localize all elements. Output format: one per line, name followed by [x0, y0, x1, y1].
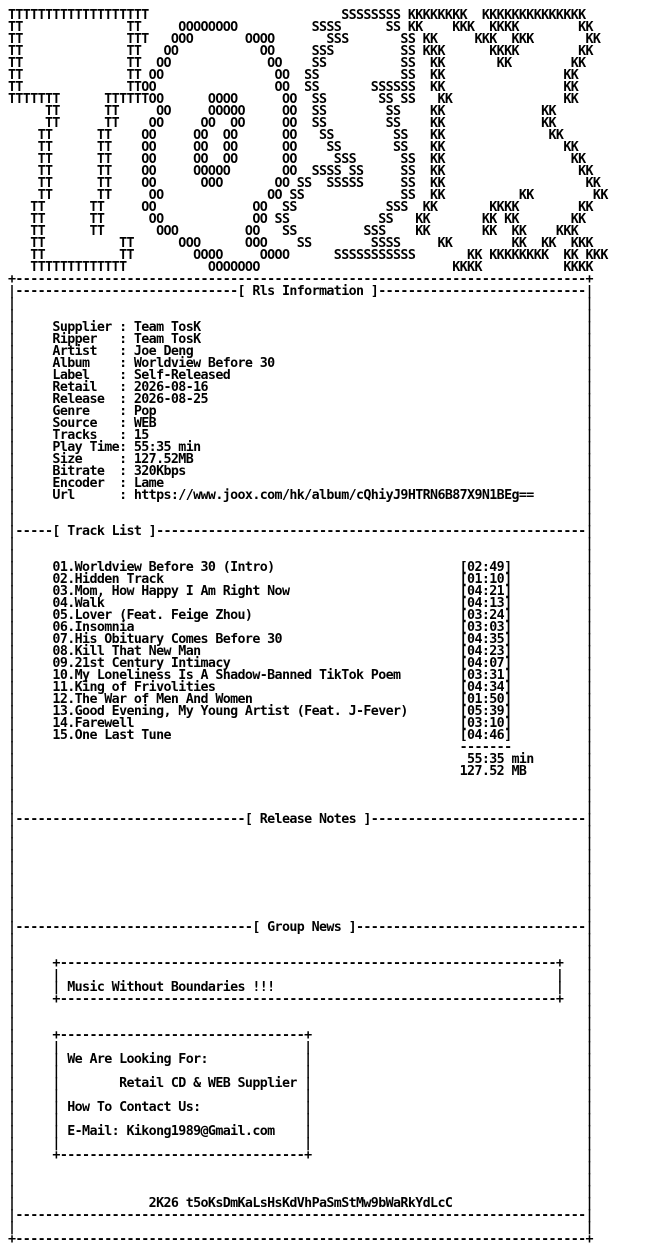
recruit-box-bottom: | +---------------------------------+ |	[8, 1148, 593, 1163]
info-row-label: | Label : Self-Released |	[8, 368, 593, 383]
section-header-rls-information: |------------------------------[ Rls Information ]----------------------------|	[8, 284, 593, 299]
track-row: | 12.The War of Men And Women [01:50] |	[8, 692, 593, 707]
logo-row: TT TTOO OO SS SSSSSS KK KK	[8, 80, 579, 95]
info-row-url: | Url : https://www.joox.com/hk/album/cQhiyJ9HTRN6B87X9N1BEg== |	[8, 488, 593, 503]
recruit-looking-value: | | Retail CD & WEB Supplier | |	[8, 1076, 593, 1091]
track-row: | 02.Hidden Track [01:10] |	[8, 572, 593, 587]
info-row-ripper: | Ripper : Team TosK |	[8, 332, 593, 347]
logo-row: TT TT OO OO SS SS KK KK KK KK	[8, 212, 586, 227]
track-row: | 10.My Loneliness Is A Shadow-Banned TikTok Poem [03:31] |	[8, 668, 593, 683]
recruit-box-line: | | | |	[8, 1064, 593, 1079]
recruit-box-line: | | | |	[8, 1088, 593, 1103]
logo-row: TT TT OO OOO OO SS SSSSS SS KK KK	[8, 176, 601, 191]
blank-line: | |	[8, 1016, 593, 1031]
track-row: | 05.Lover (Feat. Feige Zhou) [03:24] |	[8, 608, 593, 623]
totals-rule: | ------- |	[8, 740, 593, 755]
info-row-source: | Source : WEB |	[8, 416, 593, 431]
logo-row: TTTTTTTTTTTTTTTTTTT SSSSSSSS KKKKKKKK KKKKKKKKKKKKKK	[8, 8, 586, 23]
blank-line: | |	[8, 908, 593, 923]
track-row: | 04.Walk [04:13] |	[8, 596, 593, 611]
logo-row: TT TT OO OO OO OO SS SS KK KK	[8, 116, 556, 131]
section-header-group-news: |--------------------------------[ Group News ]-------------------------------|	[8, 920, 593, 935]
recruit-looking-label: | | We Are Looking For: | |	[8, 1052, 593, 1067]
info-row-tracks: | Tracks : 15 |	[8, 428, 593, 443]
recruit-contact-label: | | How To Contact Us: | |	[8, 1100, 593, 1115]
info-row-release: | Release : 2026-08-25 |	[8, 392, 593, 407]
info-row-album: | Album : Worldview Before 30 |	[8, 356, 593, 371]
info-row-supplier: | Supplier : Team TosK |	[8, 320, 593, 335]
section-header-release-notes: |-------------------------------[ Release Notes ]-----------------------------|	[8, 812, 593, 827]
nfo-text	[8, 10, 608, 1246]
motto-box-text: | | Music Without Boundaries !!! | |	[8, 980, 593, 995]
logo-row: TTTTTTTTTTTTT OOOOOOO KKKK KKKK	[8, 260, 593, 275]
logo-row: TT TT OO OOOOO OO SSSS SS SS KK KK	[8, 164, 593, 179]
info-row-encoder: | Encoder : Lame |	[8, 476, 593, 491]
logo-row: TT TT OO OO SS SS KK KK	[8, 68, 579, 83]
blank-line: | |	[8, 1004, 593, 1019]
blank-line: | |	[8, 932, 593, 947]
motto-box-line: | | | |	[8, 968, 593, 983]
footer-signature: | 2K26 t5oKsDmKaLsHsKdVhPaSmStMw9bWaRkYdLcC |	[8, 1196, 593, 1211]
blank-line: | |	[8, 548, 593, 563]
blank-line: | |	[8, 896, 593, 911]
info-row-play-time: | Play Time: 55:35 min |	[8, 440, 593, 455]
recruit-box-line: | | | |	[8, 1040, 593, 1055]
blank-line: | |	[8, 512, 593, 527]
track-row: | 06.Insomnia [03:03] |	[8, 620, 593, 635]
logo-row: TT TT OO OO SSS SS KKK KKKK KK	[8, 44, 593, 59]
track-row: | 14.Farewell [03:10] |	[8, 716, 593, 731]
blank-line: | |	[8, 308, 593, 323]
footer-rule: |-----------------------------------------------------------------------------|	[8, 1208, 593, 1223]
logo-row: TT TT OO OO OO OO SS SS KK KK	[8, 140, 579, 155]
logo-row: TT TT OOO OOO SS SSSS KK KK KK KKK	[8, 236, 593, 251]
recruit-box-line: | | | |	[8, 1112, 593, 1127]
info-row-artist: | Artist : Joe Deng |	[8, 344, 593, 359]
logo-row: TTTTTTT TTTTTTOO OOOO OO SS SS SS KK KK	[8, 92, 579, 107]
track-row: | 07.His Obituary Comes Before 30 [04:35] |	[8, 632, 593, 647]
logo-row: TT TT OO OO OO OO SSS SS KK KK	[8, 152, 586, 167]
logo-row: TT TT OO OO SS SSS KK KKKK KK	[8, 200, 593, 215]
blank-line: | |	[8, 944, 593, 959]
blank-line: | |	[8, 836, 593, 851]
blank-line: | |	[8, 1220, 593, 1235]
blank-line: | |	[8, 776, 593, 791]
blank-line: | |	[8, 1160, 593, 1175]
track-row: | 09.21st Century Intimacy [04:07] |	[8, 656, 593, 671]
total-time: | 55:35 min |	[8, 752, 593, 767]
logo-row: TT TT OOOO OOOO SSSSSSSSSSS KK KKKKKKKK KK KKK	[8, 248, 608, 263]
track-row: | 11.King of Frivolities [04:34] |	[8, 680, 593, 695]
logo-row: TT TT OO OOOOO OO SS SS KK KK	[8, 104, 556, 119]
blank-line: | |	[8, 1172, 593, 1187]
blank-line: | |	[8, 824, 593, 839]
track-row: | 01.Worldview Before 30 (Intro) [02:49] |	[8, 560, 593, 575]
recruit-box-line: | | | |	[8, 1136, 593, 1151]
blank-line: | |	[8, 536, 593, 551]
blank-line: | |	[8, 872, 593, 887]
blank-line: | |	[8, 500, 593, 515]
blank-line: | |	[8, 296, 593, 311]
blank-line: | |	[8, 800, 593, 815]
motto-box-bottom: | +-------------------------------------------------------------------+ |	[8, 992, 593, 1007]
blank-line: | |	[8, 788, 593, 803]
track-row: | 08.Kill That New Man [04:23] |	[8, 644, 593, 659]
blank-line: | |	[8, 884, 593, 899]
motto-box-top: | +-------------------------------------------------------------------+ |	[8, 956, 593, 971]
logo-row: TT TT OO OO OO OO SS SS KK KK	[8, 128, 564, 143]
info-row-genre: | Genre : Pop |	[8, 404, 593, 419]
info-row-retail: | Retail : 2026-08-16 |	[8, 380, 593, 395]
border-bottom: +-----------------------------------------------------------------------------+	[8, 1232, 593, 1247]
info-row-bitrate: | Bitrate : 320Kbps |	[8, 464, 593, 479]
logo-row: TT TT OOO OO SS SSS KK KK KK KKK	[8, 224, 579, 239]
info-row-size: | Size : 127.52MB |	[8, 452, 593, 467]
blank-line: | |	[8, 1184, 593, 1199]
logo-row: TT TT OO OO SS SS KK KK KK	[8, 56, 586, 71]
recruit-email: | | E-Mail: Kikong1989@Gmail.com | |	[8, 1124, 593, 1139]
section-header-track-list: |-----[ Track List ]----------------------------------------------------------|	[8, 524, 593, 539]
total-size: | 127.52 MB |	[8, 764, 593, 779]
logo-row: TT TTT OOO OOOO SSS SS KK KKK KKK KK	[8, 32, 601, 47]
logo-row: TT TT OO OO SS SS KK KK KK	[8, 188, 608, 203]
track-row: | 03.Mom, How Happy I Am Right Now [04:21] |	[8, 584, 593, 599]
blank-line: | |	[8, 860, 593, 875]
logo-row: TT TT OOOOOOOO SSSS SS KK KKK KKKK KK	[8, 20, 593, 35]
track-row: | 15.One Last Tune [04:46] |	[8, 728, 593, 743]
recruit-box-top: | +---------------------------------+ |	[8, 1028, 593, 1043]
blank-line: | |	[8, 848, 593, 863]
border-top: +-----------------------------------------------------------------------------+	[8, 272, 593, 287]
track-row: | 13.Good Evening, My Young Artist (Feat. J-Fever) [05:39] |	[8, 704, 593, 719]
